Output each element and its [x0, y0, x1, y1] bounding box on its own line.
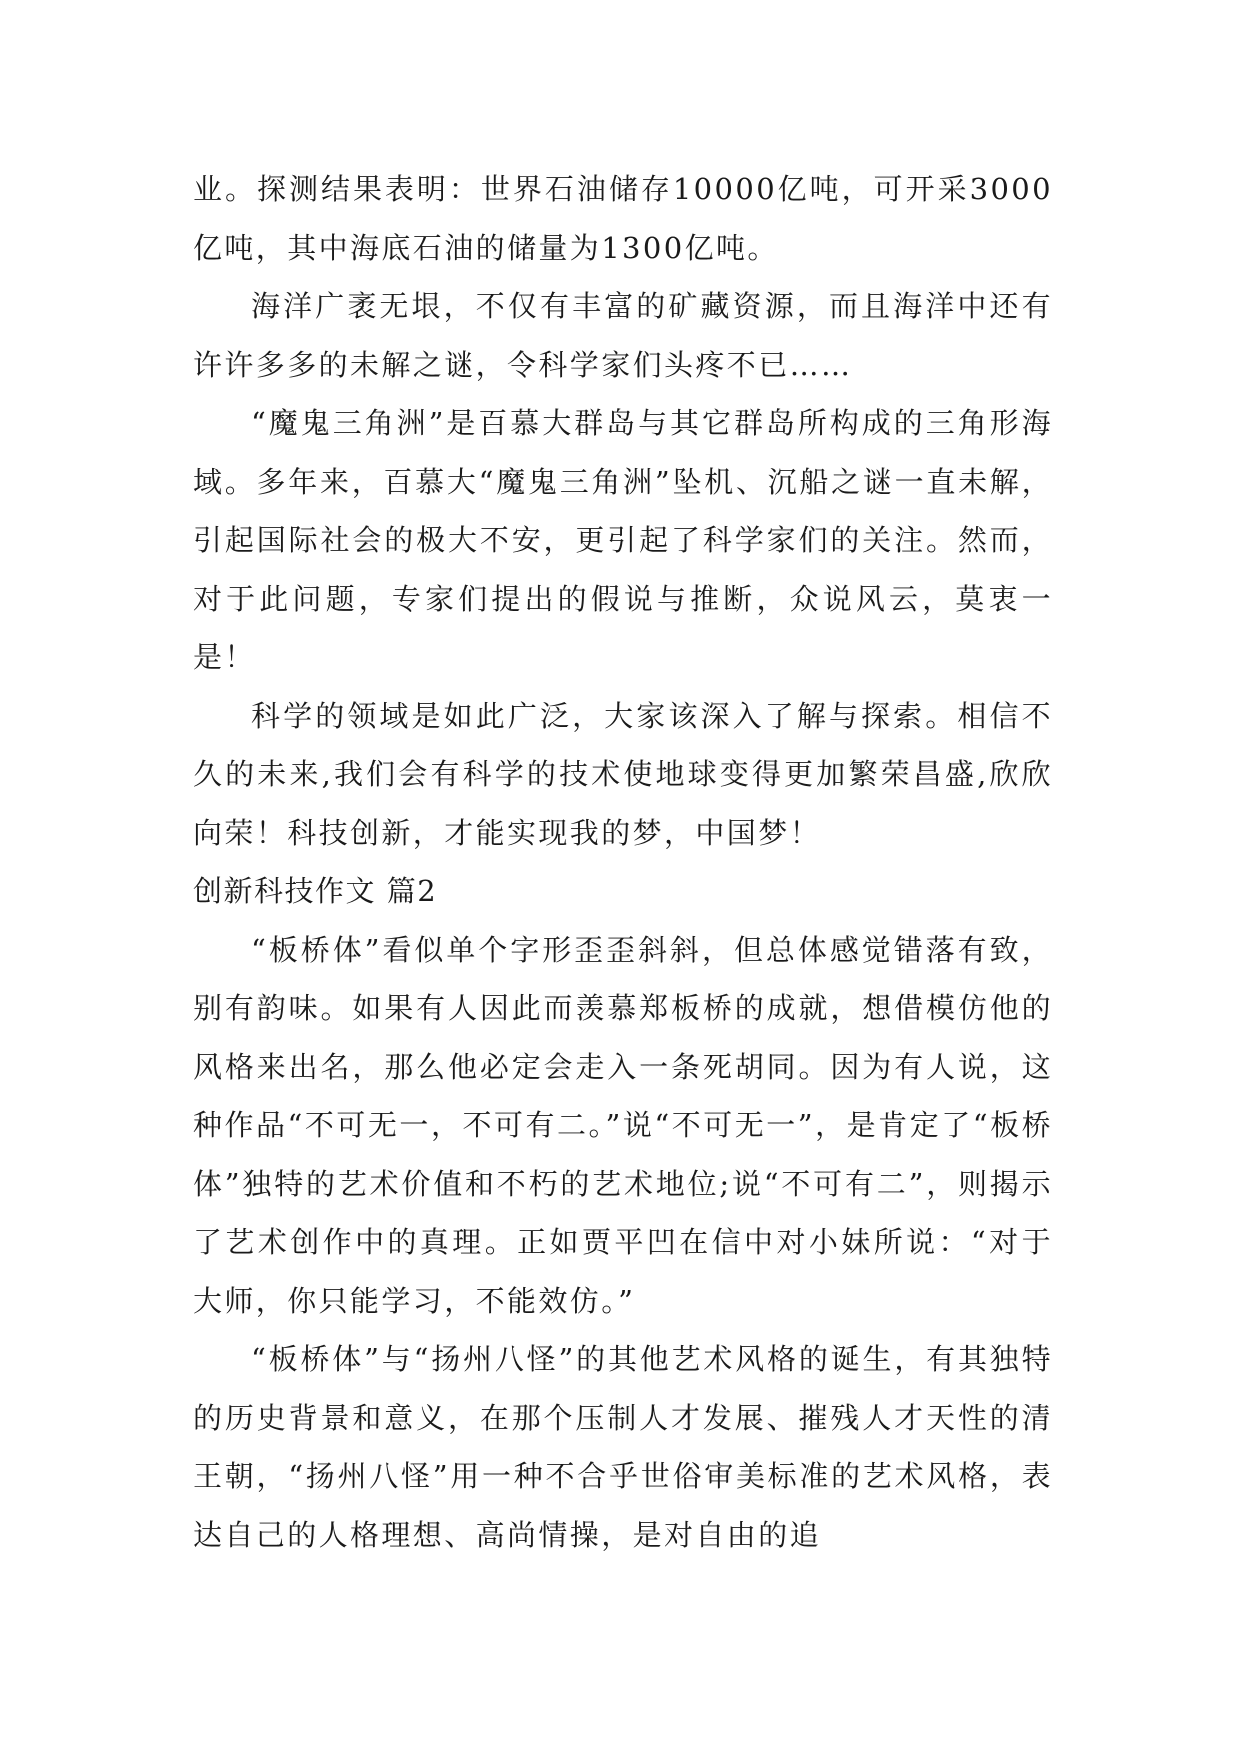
paragraph-banqiao: “板桥体”看似单个字形歪歪斜斜，但总体感觉错落有致，别有韵味。如果有人因此而羡慕郑板桥的成就，想借模仿他的风格来出名，那么他必定会走入一条死胡同。因为有人说，这种作品“不可无一，不可有二。”说“不可无一”，是肯定了“板桥体”独特的艺术价值和不朽的艺术地位;说“不可有二”，则揭示了艺术创作中的真理。正如贾平凹在信中对小妹所说：“对于大师，你只能学习，不能效仿。” — [193, 932, 1053, 1318]
paragraph-yangzhou: “板桥体”与“扬州八怪”的其他艺术风格的诞生，有其独特的历史背景和意义，在那个压制人才发展、摧残人才天性的清王朝，“扬州八怪”用一种不合乎世俗审美标准的艺术风格，表达自己的人格理想、高尚情操，是对自由的追 — [193, 1342, 1053, 1552]
section-heading: 创新科技作文 篇2 — [193, 874, 438, 908]
paragraph-continuation: 业。探测结果表明：世界石油储存10000亿吨，可开采3000亿吨，其中海底石油的储量为1300亿吨。 — [193, 172, 1053, 265]
paragraph-ocean: 海洋广袤无垠，不仅有丰富的矿藏资源，而且海洋中还有许许多多的未解之谜，令科学家们头疼不已…… — [193, 289, 1053, 382]
paragraph-bermuda: “魔鬼三角洲”是百慕大群岛与其它群岛所构成的三角形海域。多年来，百慕大“魔鬼三角洲”坠机、沉船之谜一直未解，引起国际社会的极大不安，更引起了科学家们的关注。然而，对于此问题，专家们提出的假说与推断，众说风云，莫衷一是！ — [193, 406, 1053, 674]
document-body — [193, 160, 1053, 1564]
paragraph-science: 科学的领域是如此广泛，大家该深入了解与探索。相信不久的未来,我们会有科学的技术使地球变得更加繁荣昌盛,欣欣向荣！科技创新，才能实现我的梦，中国梦！ — [193, 698, 1053, 850]
